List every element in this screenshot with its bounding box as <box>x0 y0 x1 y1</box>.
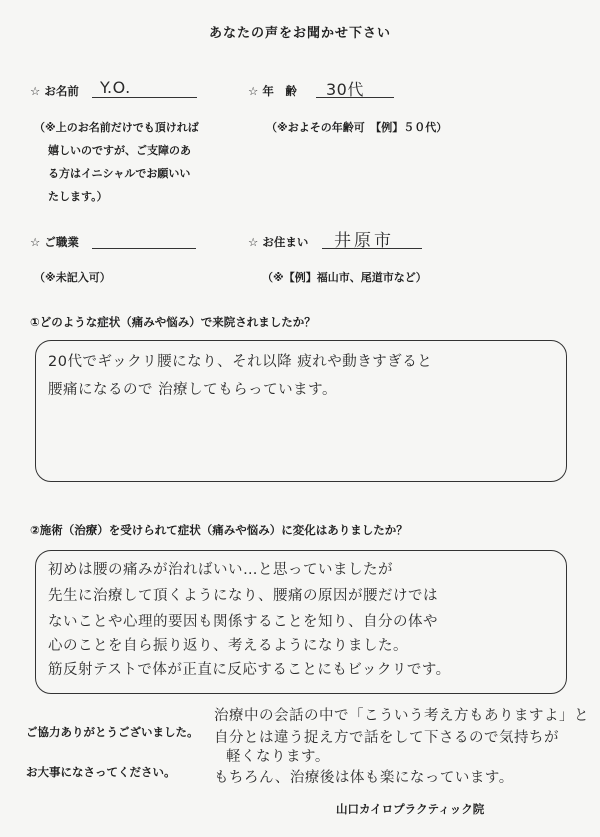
name-underline <box>92 97 197 98</box>
name-note-line-3: る方はイニシャルでお願いい <box>48 167 191 180</box>
name-value: Y.O. <box>100 78 131 97</box>
answer-1-line-1: 20代でギックリ腰になり、それ以降 疲れや動きすぎると <box>48 354 433 370</box>
age-value: 30代 <box>326 80 364 99</box>
comment-line-4: もちろん、治療後は体も楽になっています。 <box>214 770 514 786</box>
name-note-line-1: （※上のお名前だけでも頂ければ <box>34 121 199 134</box>
age-label: ☆ 年 齢 <box>248 84 297 98</box>
name-note-line-4: たします。） <box>48 190 108 203</box>
name-label: ☆ お名前 <box>30 84 79 98</box>
comment-line-3: 軽くなります。 <box>226 749 330 765</box>
answer-1-line-2: 腰痛になるので 治療してもらっています。 <box>48 382 337 398</box>
answer-2-line-1: 初めは腰の痛みが治ればいい…と思っていましたが <box>48 562 393 578</box>
residence-label: ☆ お住まい <box>248 235 309 249</box>
job-note: （※未記入可） <box>34 271 111 284</box>
clinic-name: 山口カイロプラクティック院 <box>336 802 485 816</box>
age-note: （※およその年齢可 【例】５０代） <box>266 121 448 134</box>
age-underline <box>316 97 394 98</box>
question-2: ②施術（治療）を受けられて症状（痛みや悩み）に変化はありましたか？ <box>30 523 408 537</box>
form-title: あなたの声をお聞かせ下さい <box>208 26 391 41</box>
job-underline <box>92 248 196 249</box>
answer-2-box <box>35 550 567 694</box>
job-label: ☆ ご職業 <box>30 235 79 249</box>
answer-2-line-2: 先生に治療して頂くようになり、腰痛の原因が腰だけでは <box>48 588 438 604</box>
comment-line-1: 治療中の会話の中で「こういう考え方もありますよ」と <box>214 708 589 724</box>
question-1: ①どのような症状（痛みや悩み）で来院されましたか？ <box>30 315 316 329</box>
thanks-text: ご協力ありがとうございました。 <box>26 725 199 739</box>
residence-value: 井原市 <box>334 231 394 251</box>
name-note-line-2: 嬉しいのですが、ご支障のあ <box>48 144 191 157</box>
answer-2-line-3: ないことや心理的要因も関係することを知り、自分の体や <box>48 614 438 630</box>
residence-underline <box>322 248 422 249</box>
answer-2-line-4: 心のことを自ら振り返り、考えるようになりました。 <box>48 638 408 654</box>
comment-line-2: 自分とは違う捉え方で話をして下さるので気持ちが <box>214 730 559 746</box>
residence-note: （※【例】福山市、尾道市など） <box>262 271 427 284</box>
take-care-text: お大事になさってください。 <box>26 765 176 779</box>
answer-1-box <box>35 340 567 482</box>
answer-2-line-5: 筋反射テストで体が正直に反応することにもビックリです。 <box>48 662 451 678</box>
